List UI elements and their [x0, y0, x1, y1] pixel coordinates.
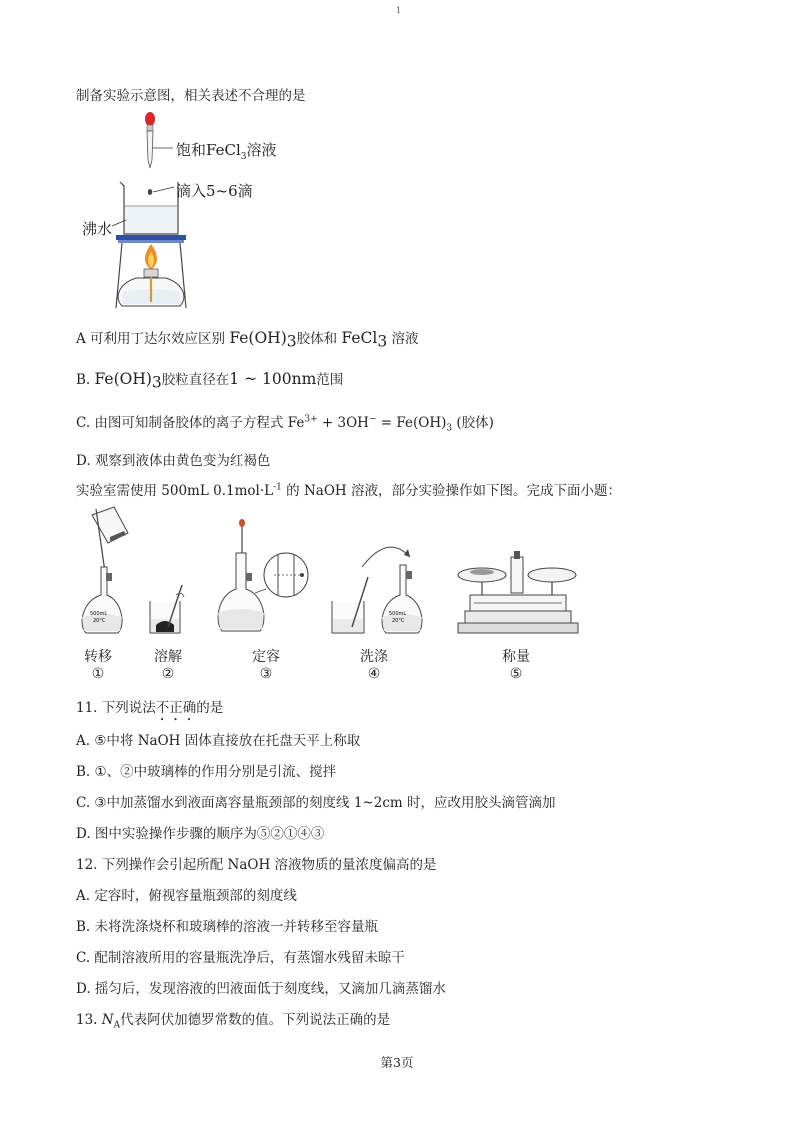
svg-text:500mL: 500mL — [389, 611, 407, 617]
step-label-3: 定容 ③ — [252, 649, 280, 682]
q12-option-d: D. 摇匀后，发现溶液的凹液面低于刻度线，又滴加几滴蒸馏水 — [76, 981, 446, 997]
dropper-tube — [147, 131, 153, 168]
q10-option-d: D. 观察到液体由黄色变为红褐色 — [76, 453, 271, 469]
q11-option-a: A. ⑤中将 NaOH 固体直接放在托盘天平上称取 — [76, 733, 361, 749]
label-line-drops — [153, 187, 174, 192]
q13-stem: 13. $N_A$代表阿伏加德罗常数的值。下列说法正确的是 — [76, 1012, 391, 1031]
q11-option-b: B. ①、②中玻璃棒的作用分别是引流、搅拌 — [76, 764, 337, 780]
dropper-bulb — [145, 112, 155, 126]
wire-gauze — [116, 235, 186, 240]
svg-text:20°C: 20°C — [392, 618, 405, 624]
step-wash-drawing — [332, 547, 422, 633]
step-label-2: 溶解 ② — [154, 649, 182, 682]
page-footer: 第3页 — [380, 1055, 414, 1070]
q11-option-d: D. 图中实验操作步骤的顺序为⑤②①④③ — [76, 826, 325, 842]
svg-text:500mL: 500mL — [90, 611, 108, 617]
q10-option-b: B. $Fe(OH)_3$胶粒直径在1 ~ 100nm范围 — [76, 370, 344, 392]
step-transfer-drawing — [82, 507, 128, 633]
step-volume-drawing — [218, 519, 308, 631]
q11-option-c: C. ③中加蒸馏水到液面离容量瓶颈部的刻度线 1~2cm 时，应改用胶头滴管滴加 — [76, 795, 556, 811]
lamp-cap — [144, 269, 158, 277]
label-boiling-water: 沸水 — [82, 220, 113, 238]
page-marker: 1 — [396, 6, 402, 15]
label-add-drops: 滴入5~6滴 — [176, 182, 253, 200]
q11-stem: 11. 下列说法不正确的是 — [76, 700, 224, 716]
q12-option-c: C. 配制溶液所用的容量瓶洗净后，有蒸馏水残留未晾干 — [76, 950, 405, 966]
q12-stem: 12. 下列操作会引起所配 NaOH 溶液物质的量浓度偏高的是 — [76, 857, 437, 873]
q10-option-a: A 可利用丁达尔效应区别 $Fe(OH)_3$胶体和 FeCl$_3$ 溶液 — [76, 329, 419, 351]
drop-1 — [148, 189, 152, 195]
q10-option-c: C. 由图可知制备胶体的离子方程式 $Fe^{3+} + 3OH^- = Fe(OH)_3$ (胶体) — [76, 414, 494, 434]
beaker-water — [125, 206, 177, 233]
step-label-4: 洗涤 ④ — [360, 649, 388, 682]
dropper-neck — [147, 125, 153, 131]
svg-text:20°C: 20°C — [93, 618, 106, 624]
q12-option-a: A. 定容时，俯视容量瓶颈部的刻度线 — [76, 888, 297, 904]
step-label-5: 称量 ⑤ — [502, 649, 530, 682]
q12-option-b: B. 未将洗涤烧杯和玻璃棒的溶液一并转移至容量瓶 — [76, 919, 379, 935]
section-intro: 实验室需使用 500mL $0.1mol\cdot L^{-1}$ 的 NaOH 溶液，部分实验操作如下图。完成下面小题： — [76, 482, 621, 499]
label-saturated-fecl3: 饱和FeCl$_3$溶液 — [176, 141, 277, 162]
q10-stem: 制备实验示意图，相关表述不合理的是 — [76, 88, 306, 104]
step-label-1: 转移 ① — [84, 649, 112, 682]
step-dissolve-drawing — [150, 585, 184, 633]
solution-prep-steps-figure — [70, 505, 590, 650]
step-weigh-drawing — [458, 551, 578, 633]
